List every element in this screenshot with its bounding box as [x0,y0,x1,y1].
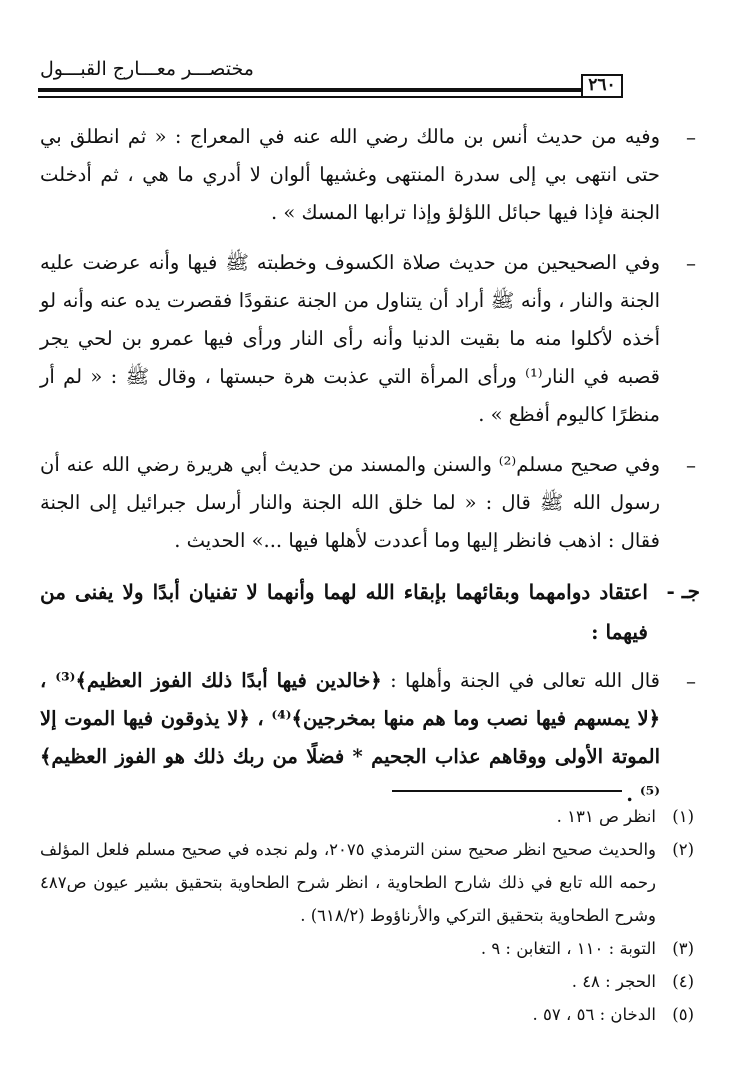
page-number: ٢٦٠ [581,74,623,98]
footnote-5 [40,998,700,1031]
footnote-4 [40,965,700,998]
footnote-number: (٤) [672,972,694,991]
paragraph-3-text: وفي صحيح مسلم⁽²⁾ والسنن والمسند من حديث أبي هريرة رضي الله عنه أن رسول الله ﷺ قال : « لما خلق الله الجنة والنار أرسل جبرائيل إلى الجنة فقال : اذهب فانظر إليها وما أعددت لأهلها فيها ...» الحديث . [40,453,660,552]
footnotes [40,800,700,1031]
paragraph-2 [40,244,700,434]
paragraph-1 [40,118,700,232]
section-heading [40,572,700,652]
bullet-dash: – [686,251,696,275]
footnote-number: (٥) [672,1005,694,1024]
header-rule-thin [38,96,583,98]
bullet-dash: – [686,453,696,477]
paragraph-3 [40,446,700,560]
paragraph-2-text: وفي الصحيحين من حديث صلاة الكسوف وخطبته ﷺ فيها وأنه عرضت عليه الجنة والنار ، وأنه ﷺ أراد أن يتناول من الجنة عنقودًا فقصرت يده عنه وأنه لو أخذه لأكلوا منه ما بقيت الدنيا وأنه رأى النار ورأى فيها عمرو بن لحي يجر قصبه في النار⁽¹⁾ ورأى المرأة التي عذبت هرة حبستها ، وقال ﷺ : « لم أر منظرًا كاليوم أفظع » . [40,251,660,426]
footnote-text: الدخان : ٥٦ ، ٥٧ . [532,1005,656,1024]
footnote-separator [392,790,622,792]
footnote-text: انظر ص ١٣١ . [556,807,656,826]
footnote-text: الحجر : ٤٨ . [571,972,656,991]
footnote-number: (٢) [672,840,694,859]
heading-marker: جـ - [666,579,700,603]
footnote-number: (١) [672,807,694,826]
paragraph-4-intro: قال الله تعالى في الجنة وأهلها : [390,669,660,692]
footnote-1 [40,800,700,833]
running-header-title: مختصـــر معـــارج القبـــول [40,58,254,80]
section-heading-text: اعتقاد دوامهما وبقائهما بإبقاء الله لهما وأنهما لا تفنيان أبدًا ولا يفنى من فيهما : [40,580,648,644]
footnote-text: والحديث صحيح انظر صحيح سنن الترمذي ٢٠٧٥، ولم نجده في صحيح مسلم فلعل المؤلف رحمه الله تابع في ذلك شارح الطحاوية ، انظر شرح الطحاوية بتحقيق بشير عيون ص٤٨٧ وشرح الطحاوية بتحقيق التركي والأرناؤوط (٦١٨/٢) . [40,840,656,925]
footnote-text: التوبة : ١١٠ ، التغابن : ٩ . [480,939,656,958]
footnote-number: (٣) [672,939,694,958]
bullet-dash: – [686,125,696,149]
paragraph-1-text: وفيه من حديث أنس بن مالك رضي الله عنه في المعراج : « ثم انطلق بي حتى انتهى بي إلى سدرة المنتهى وغشيها ألوان لا أدري ما هي ، ثم أدخلت الجنة فإذا فيها حبائل اللؤلؤ وإذا ترابها المسك » . [40,125,660,224]
footnote-2 [40,833,700,932]
bullet-dash: – [686,669,696,693]
header-rule-thick [38,88,583,92]
footnote-3 [40,932,700,965]
quran-verses: ﴿خالدين فيها أبدًا ذلك الفوز العظيم﴾⁽³⁾ ، ﴿لا يمسهم فيها نصب وما هم منها بمخرجين﴾⁽⁴⁾ ، ﴿لا يذوقون فيها الموت إلا الموتة الأولى ووقاهم عذاب الجحيم * فضلًا من ربك ذلك هو الفوز العظيم﴾⁽⁵⁾ . [40,669,661,806]
main-text [40,118,700,806]
